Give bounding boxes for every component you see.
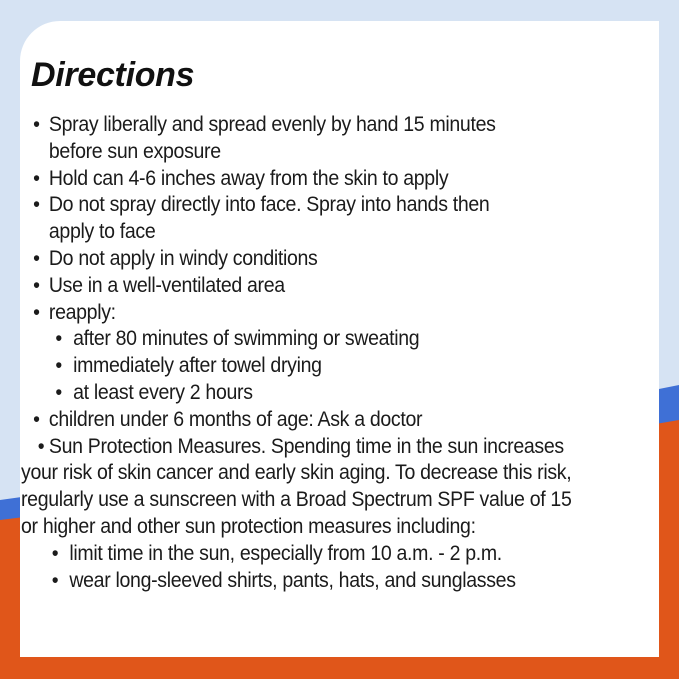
list-item bbox=[21, 192, 593, 246]
list-item-line: apply to face bbox=[48, 220, 156, 244]
directions-content bbox=[21, 112, 593, 594]
list-item bbox=[21, 246, 593, 273]
list-item-line: • reapply: bbox=[48, 300, 116, 324]
sun-protection-item: • limit time in the sun, especially from 10 a.m. - 2 p.m. bbox=[21, 541, 593, 568]
sun-protection-lead: Sun Protection Measures. bbox=[48, 434, 266, 458]
sub-list-item: • immediately after towel drying bbox=[21, 353, 593, 380]
list-item-children: • children under 6 months of age: Ask a doctor bbox=[21, 407, 593, 434]
list-item bbox=[21, 112, 593, 166]
sun-protection-item: • wear long-sleeved shirts, pants, hats, and sunglasses bbox=[21, 568, 593, 595]
list-item bbox=[21, 273, 593, 300]
list-item-line: • Use in a well-ventilated area bbox=[48, 273, 285, 297]
list-item bbox=[21, 166, 593, 193]
bullet: • bbox=[37, 434, 45, 458]
list-item-line: • Spray liberally and spread evenly by hand 15 minutes bbox=[48, 113, 496, 136]
list-item-line: • Do not apply in windy conditions bbox=[48, 246, 318, 270]
list-item-reapply bbox=[21, 300, 593, 327]
list-item-line: • Do not spray directly into face. Spray into hands then bbox=[48, 193, 490, 217]
sun-protection-line: your risk of skin cancer and early skin aging. To decrease this risk, bbox=[21, 461, 572, 485]
sun-protection-text: Spending time in the sun increases bbox=[265, 434, 564, 458]
list-item-line: • Hold can 4-6 inches away from the skin to apply bbox=[48, 166, 449, 190]
sub-list-item: • after 80 minutes of swimming or sweating bbox=[21, 326, 593, 353]
sun-protection-line: regularly use a sunscreen with a Broad Spectrum SPF value of 15 bbox=[21, 488, 572, 512]
sub-list-item: • at least every 2 hours bbox=[21, 380, 593, 407]
sun-protection-line: or higher and other sun protection measures including: bbox=[21, 514, 476, 538]
page-title: Directions bbox=[31, 56, 195, 94]
list-item-line: before sun exposure bbox=[48, 139, 221, 163]
sun-protection-paragraph bbox=[21, 434, 593, 541]
